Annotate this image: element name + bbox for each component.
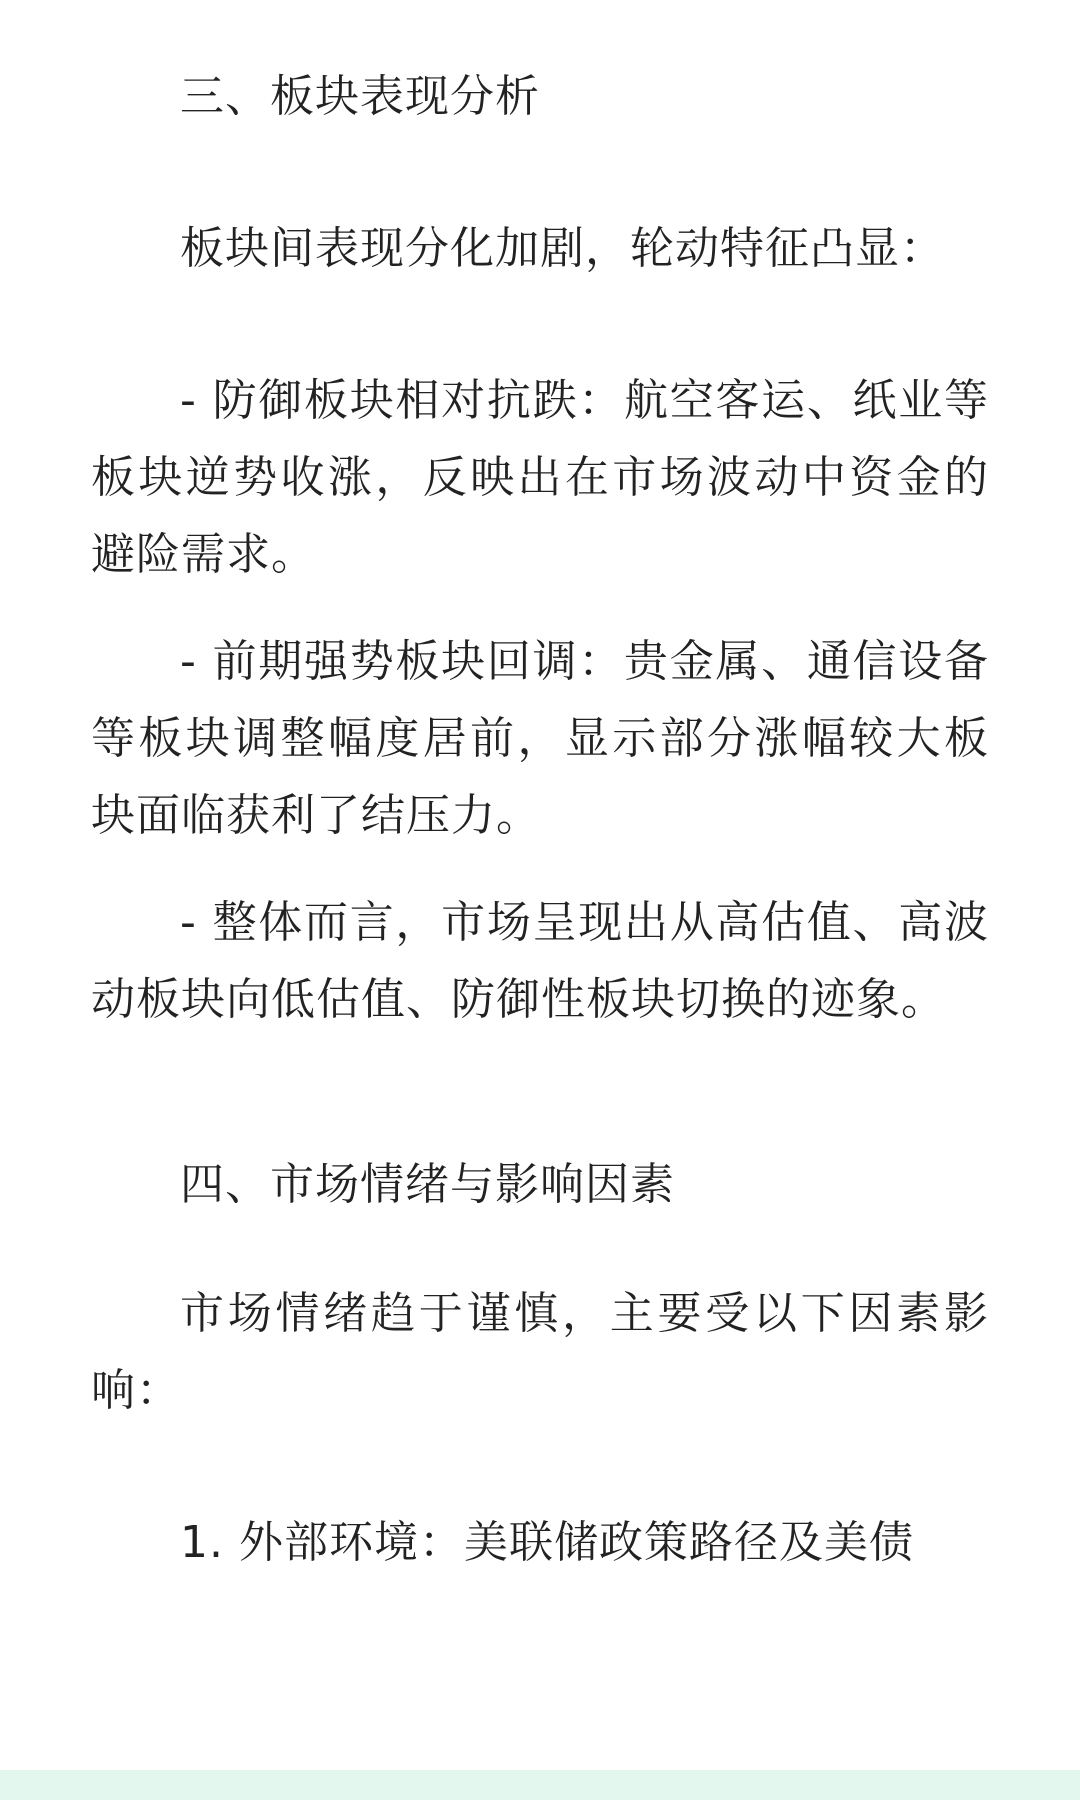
bullet-overall-rotation: - 整体而言，市场呈现出从高估值、高波动板块向低估值、防御性板块切换的迹象。	[91, 897, 989, 1025]
list-item-external-environment: 1. 外部环境：美联储政策路径及美债	[180, 1517, 914, 1568]
footer-band	[0, 1770, 1080, 1800]
section-heading-4: 四、市场情绪与影响因素	[180, 1159, 675, 1210]
bullet-strong-sectors-pullback: - 前期强势板块回调：贵金属、通信设备等板块调整幅度居前，显示部分涨幅较大板块面临获利了结压力。	[91, 636, 989, 841]
article-body	[91, 58, 989, 1581]
section-intro-4: 市场情绪趋于谨慎，主要受以下因素影响：	[91, 1288, 989, 1416]
bullet-defensive-sectors: - 防御板块相对抗跌：航空客运、纸业等板块逆势收涨，反映出在市场波动中资金的避险需求。	[91, 375, 989, 580]
section-heading-3: 三、板块表现分析	[180, 71, 540, 122]
section-intro-3: 板块间表现分化加剧，轮动特征凸显：	[180, 223, 945, 274]
